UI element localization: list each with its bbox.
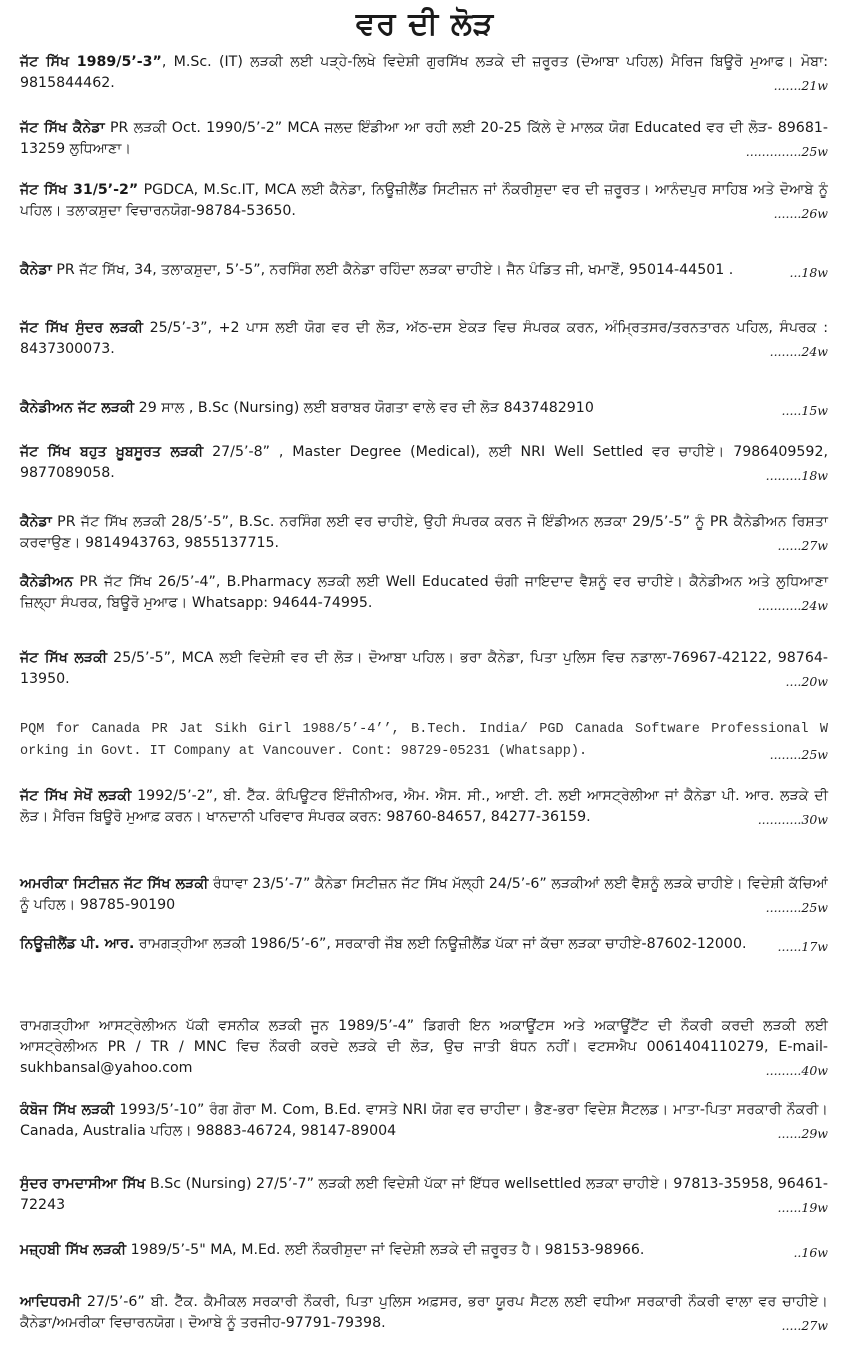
ad-lead: ਅਮਰੀਕਾ ਸਿਟੀਜ਼ਨ ਜੱਟ ਸਿੱਖ ਲੜਕੀ	[20, 876, 209, 892]
ad-lead: ਕੈਨੇਡੀਅਨ ਜੱਟ ਲੜਕੀ	[20, 400, 135, 416]
ad-lead: ਜੱਟ ਸਿੱਖ ਲੜਕੀ	[20, 650, 108, 666]
ad-lead: ਜੱਟ ਸਿੱਖ ਸੇਖੋਂ ਲੜਕੀ	[20, 788, 132, 804]
ad-lead: ਜੱਟ ਸਿੱਖ ਬਹੁਤ ਖ਼ੂਬਸੂਰਤ ਲੜਕੀ	[20, 444, 204, 460]
ad-lead: ਕੈਨੇਡੀਅਨ	[20, 574, 74, 590]
classified-ad	[20, 718, 828, 762]
ad-body: PR ਜੱਟ ਸਿੱਖ ਲੜਕੀ 28/5’-5”, B.Sc. ਨਰਸਿੰਗ ਲਈ ਵਰ ਚਾਹੀਏ, ਉਹੀ ਸੰਪਰਕ ਕਰਨ ਜੋ ਇੰਡੀਅਨ ਲੜਕਾ 29/5’-5” ਨੂੰ PR ਕੈਨੇਡੀਅਨ ਰਿਸ਼ਤਾ ਕਰਵਾਉਣ। 9814943763, 9855137715.	[20, 514, 828, 551]
ad-word-count: .......21w	[773, 78, 828, 93]
ad-word-count: ......19w	[777, 1200, 828, 1215]
classified-ad	[20, 786, 828, 828]
classified-ad	[20, 180, 828, 222]
classified-ad	[20, 118, 828, 160]
ad-lead: ਕੈਨੇਡਾ	[20, 262, 52, 278]
ad-body: 1992/5’-2”, ਬੀ. ਟੈੱਕ. ਕੰਪਿਊਟਰ ਇੰਜੀਨੀਅਰ, ਐਮ. ਐਸ. ਸੀ., ਆਈ. ਟੀ. ਲਈ ਆਸਟ੍ਰੇਲੀਆ ਜਾਂ ਕੈਨੇਡਾ ਪੀ. ਆਰ. ਲੜਕੇ ਦੀ ਲੋੜ। ਮੈਰਿਜ ਬਿਊਰੋ ਮੁਆਫ਼ ਕਰਨ। ਖਾਨਦਾਨੀ ਪਰਿਵਾਰ ਸੰਪਰਕ ਕਰਨ: 98760-84657, 84277-36159.	[20, 788, 828, 825]
classified-ad	[20, 934, 828, 955]
ad-word-count: .......26w	[773, 206, 828, 221]
ad-lead: ਜੱਟ ਸਿੱਖ 1989/5’-3”	[20, 54, 162, 70]
ad-word-count: ...........30w	[757, 812, 828, 827]
classified-ad	[20, 318, 828, 360]
ad-word-count: ....20w	[785, 674, 828, 689]
ad-body: 29 ਸਾਲ , B.Sc (Nursing) ਲਈ ਬਰਾਬਰ ਯੋਗਤਾ ਵਾਲੇ ਵਰ ਦੀ ਲੋੜ 8437482910	[134, 400, 594, 416]
classified-ad	[20, 1240, 828, 1261]
ad-body: PR ਜੱਟ ਸਿੱਖ 26/5’-4”, B.Pharmacy ਲੜਕੀ ਲਈ Well Educated ਚੰਗੀ ਜਾਇਦਾਦ ਵੈਸ਼ਨੂੰ ਵਰ ਚਾਹੀਏ। ਕੈਨੇਡੀਅਨ ਅਤੇ ਲੁਧਿਆਣਾ ਜ਼ਿਲ੍ਹਾ ਸੰਪਰਕ, ਬਿਊਰੋ ਮੁਆਫ। Whatsapp: 94644-74995.	[20, 574, 828, 611]
classified-ad	[20, 1174, 828, 1216]
ad-body: ਰਾਮਗੜ੍ਹੀਆ ਆਸਟ੍ਰੇਲੀਅਨ ਪੱਕੀ ਵਸਨੀਕ ਲੜਕੀ ਜੂਨ 1989/5’-4” ਡਿਗਰੀ ਇਨ ਅਕਾਊਂਟਸ ਅਤੇ ਅਕਾਊਂਟੈਂਟ ਦੀ ਨੌਕਰੀ ਕਰਦੀ ਲੜਕੀ ਲਈ ਆਸਟ੍ਰੇਲੀਅਨ PR / TR / MNC ਵਿਚ ਨੌਕਰੀ ਕਰਦੇ ਲੜਕੇ ਦੀ ਲੋੜ, ਉਚ ਜਾਤੀ ਬੰਧਨ ਨਹੀਂ। ਵਟਸਐਪ 0061404110279, E-mail- sukhbansal@yahoo.com	[20, 1018, 828, 1076]
ad-body: PQM for Canada PR Jat Sikh Girl 1988/5’-4’’, B.Tech. India/ PGD Canada Software Professional W orking in Govt. IT Company at Vancouver. Cont: 98729-05231 (Whatsapp).	[20, 722, 828, 759]
ad-word-count: .........18w	[765, 468, 828, 483]
ad-word-count: ......29w	[777, 1126, 828, 1141]
ad-word-count: ..............25w	[745, 144, 828, 159]
ad-body: B.Sc (Nursing) 27/5’-7” ਲੜਕੀ ਲਈ ਵਿਦੇਸ਼ੀ ਪੱਕਾ ਜਾਂ ਇੱਧਰ wellsettled ਲੜਕਾ ਚਾਹੀਏ। 97813-35958, 96461-72243	[20, 1176, 828, 1213]
ad-lead: ਮਜ਼੍ਹਬੀ ਸਿੱਖ ਲੜਕੀ	[20, 1242, 127, 1258]
ad-body: 25/5’-3”, +2 ਪਾਸ ਲਈ ਯੋਗ ਵਰ ਦੀ ਲੋੜ, ਅੱਠ-ਦਸ ਏਕੜ ਵਿਚ ਸੰਪਰਕ ਕਰਨ, ਅੰਮ੍ਰਿਤਸਰ/ਤਰਨਤਾਰਨ ਪਹਿਲ, ਸੰਪਰਕ : 8437300073.	[20, 320, 828, 357]
ad-body: , M.Sc. (IT) ਲੜਕੀ ਲਈ ਪੜ੍ਹੇ-ਲਿਖੇ ਵਿਦੇਸ਼ੀ ਗੁਰਸਿੱਖ ਲੜਕੇ ਦੀ ਜ਼ਰੂਰਤ (ਦੋਆਬਾ ਪਹਿਲ) ਮੈਰਿਜ ਬਿਊਰੋ ਮੁਆਫ। ਮੋਬਾ: 9815844462.	[20, 54, 829, 91]
classified-ad	[20, 1100, 828, 1142]
classified-ad	[20, 512, 828, 554]
classified-ad	[20, 874, 828, 916]
ad-lead: ਕੰਬੋਜ ਸਿੱਖ ਲੜਕੀ	[20, 1102, 115, 1118]
ad-word-count: ........25w	[769, 747, 828, 762]
ad-word-count: .........40w	[765, 1063, 828, 1078]
ad-word-count: .....27w	[781, 1318, 828, 1333]
ad-word-count: ........24w	[769, 344, 828, 359]
page-title: ਵਰ ਦੀ ਲੋੜ	[355, 6, 495, 42]
ad-body: 1993/5’-10” ਰੰਗ ਗੋਰਾ M. Com, B.Ed. ਵਾਸਤੇ NRI ਯੋਗ ਵਰ ਚਾਹੀਦਾ। ਭੈਣ-ਭਰਾ ਵਿਦੇਸ਼ ਸੈਟਲਡ। ਮਾਤਾ-ਪਿਤਾ ਸਰਕਾਰੀ ਨੌਕਰੀ। Canada, Australia ਪਹਿਲ। 98883-46724, 98147-89004	[20, 1102, 828, 1139]
classified-ad	[20, 1016, 828, 1079]
classified-ad	[20, 572, 828, 614]
ad-lead: ਜੱਟ ਸਿੱਖ ਸੁੰਦਰ ਲੜਕੀ	[20, 320, 143, 336]
classified-ad	[20, 52, 828, 94]
classified-ad	[20, 398, 828, 419]
ad-lead: ਆਦਿਧਰਮੀ	[20, 1294, 81, 1310]
ad-body: 25/5’-5”, MCA ਲਈ ਵਿਦੇਸ਼ੀ ਵਰ ਦੀ ਲੋੜ। ਦੋਆਬਾ ਪਹਿਲ। ਭਰਾ ਕੈਨੇਡਾ, ਪਿਤਾ ਪੁਲਿਸ ਵਿਚ ਨਡਾਲਾ-76967-42122, 98764-13950.	[20, 650, 828, 687]
ad-lead: ਜੱਟ ਸਿੱਖ ਕੈਨੇਡਾ	[20, 120, 105, 136]
ad-body: 1989/5’-5" MA, M.Ed. ਲਈ ਨੌਕਰੀਸ਼ੁਦਾ ਜਾਂ ਵਿਦੇਸ਼ੀ ਲੜਕੇ ਦੀ ਜ਼ਰੂਰਤ ਹੈ। 98153-98966.	[126, 1242, 645, 1258]
ad-word-count: ...........24w	[757, 598, 828, 613]
classified-ad	[20, 648, 828, 690]
classified-ad	[20, 260, 828, 281]
ad-word-count: ...18w	[789, 265, 828, 280]
ad-lead: ਸੁੰਦਰ ਰਾਮਦਾਸੀਆ ਸਿੱਖ	[20, 1176, 146, 1192]
ad-lead: ਜੱਟ ਸਿੱਖ 31/5’-2”	[20, 182, 139, 198]
ad-word-count: ..16w	[793, 1245, 828, 1260]
ad-word-count: ......27w	[777, 538, 828, 553]
classified-ad	[20, 442, 828, 484]
ad-body: 27/5’-6” ਬੀ. ਟੈੱਕ. ਕੈਮੀਕਲ ਸਰਕਾਰੀ ਨੌਕਰੀ, ਪਿਤਾ ਪੁਲਿਸ ਅਫ਼ਸਰ, ਭਰਾ ਯੂਰਪ ਸੈਟਲ ਲਈ ਵਧੀਆ ਸਰਕਾਰੀ ਨੌਕਰੀ ਵਾਲਾ ਵਰ ਚਾਹੀਏ। ਕੈਨੇਡਾ/ਅਮਰੀਕਾ ਵਿਚਾਰਨਯੋਗ। ਦੋਆਬੇ ਨੂੰ ਤਰਜੀਹ-97791-79398.	[20, 1294, 828, 1331]
ad-word-count: .........25w	[765, 900, 828, 915]
ad-body: ਰੰਧਾਵਾ 23/5’-7” ਕੈਨੇਡਾ ਸਿਟੀਜ਼ਨ ਜੱਟ ਸਿੱਖ ਮੱਲ੍ਹੀ 24/5’-6” ਲੜਕੀਆਂ ਲਈ ਵੈਸ਼ਨੂੰ ਲੜਕੇ ਚਾਹੀਏ। ਵਿਦੇਸ਼ੀ ਕੱਚਿਆਂ ਨੂੰ ਪਹਿਲ। 98785-90190	[20, 876, 828, 913]
classified-ad	[20, 1292, 828, 1334]
ad-body: 27/5’-8” , Master Degree (Medical), ਲਈ NRI Well Settled ਵਰ ਚਾਹੀਏ। 7986409592, 9877089058.	[20, 444, 828, 481]
ad-word-count: ......17w	[777, 939, 828, 954]
ad-body: ਰਾਮਗੜ੍ਹੀਆ ਲੜਕੀ 1986/5’-6”, ਸਰਕਾਰੀ ਜੌਬ ਲਈ ਨਿਊਜ਼ੀਲੈਂਡ ਪੱਕਾ ਜਾਂ ਕੱਚਾ ਲੜਕਾ ਚਾਹੀਏ-87602-12000.	[134, 936, 747, 952]
ad-lead: ਨਿਊਜ਼ੀਲੈਂਡ ਪੀ. ਆਰ.	[20, 936, 135, 952]
ad-body: PR ਜੱਟ ਸਿੱਖ, 34, ਤਲਾਕਸ਼ੁਦਾ, 5’-5”, ਨਰਸਿੰਗ ਲਈ ਕੈਨੇਡਾ ਰਹਿੰਦਾ ਲੜਕਾ ਚਾਹੀਏ। ਜੈਨ ਪੰਡਿਤ ਜੀ, ਖਮਾਣੋਂ, 95014-44501 .	[51, 262, 734, 278]
ad-lead: ਕੈਨੇਡਾ	[20, 514, 52, 530]
ad-body: PR ਲੜਕੀ Oct. 1990/5’-2” MCA ਜਲਦ ਇੰਡੀਆ ਆ ਰਹੀ ਲਈ 20-25 ਕਿੱਲੇ ਦੇ ਮਾਲਕ ਯੋਗ Educated ਵਰ ਦੀ ਲੋੜ- 89681-13259 ਲੁਧਿਆਣਾ।	[20, 120, 828, 157]
ad-body: PGDCA, M.Sc.IT, MCA ਲਈ ਕੈਨੇਡਾ, ਨਿਊਜ਼ੀਲੈਂਡ ਸਿਟੀਜ਼ਨ ਜਾਂ ਨੌਕਰੀਸ਼ੁਦਾ ਵਰ ਦੀ ਜ਼ਰੂਰਤ। ਆਨੰਦਪੁਰ ਸਾਹਿਬ ਅਤੇ ਦੋਆਬੇ ਨੂੰ ਪਹਿਲ। ਤਲਾਕਸ਼ੁਦਾ ਵਿਚਾਰਨਯੋਗ-98784-53650.	[20, 182, 828, 219]
ad-word-count: .....15w	[781, 403, 828, 418]
